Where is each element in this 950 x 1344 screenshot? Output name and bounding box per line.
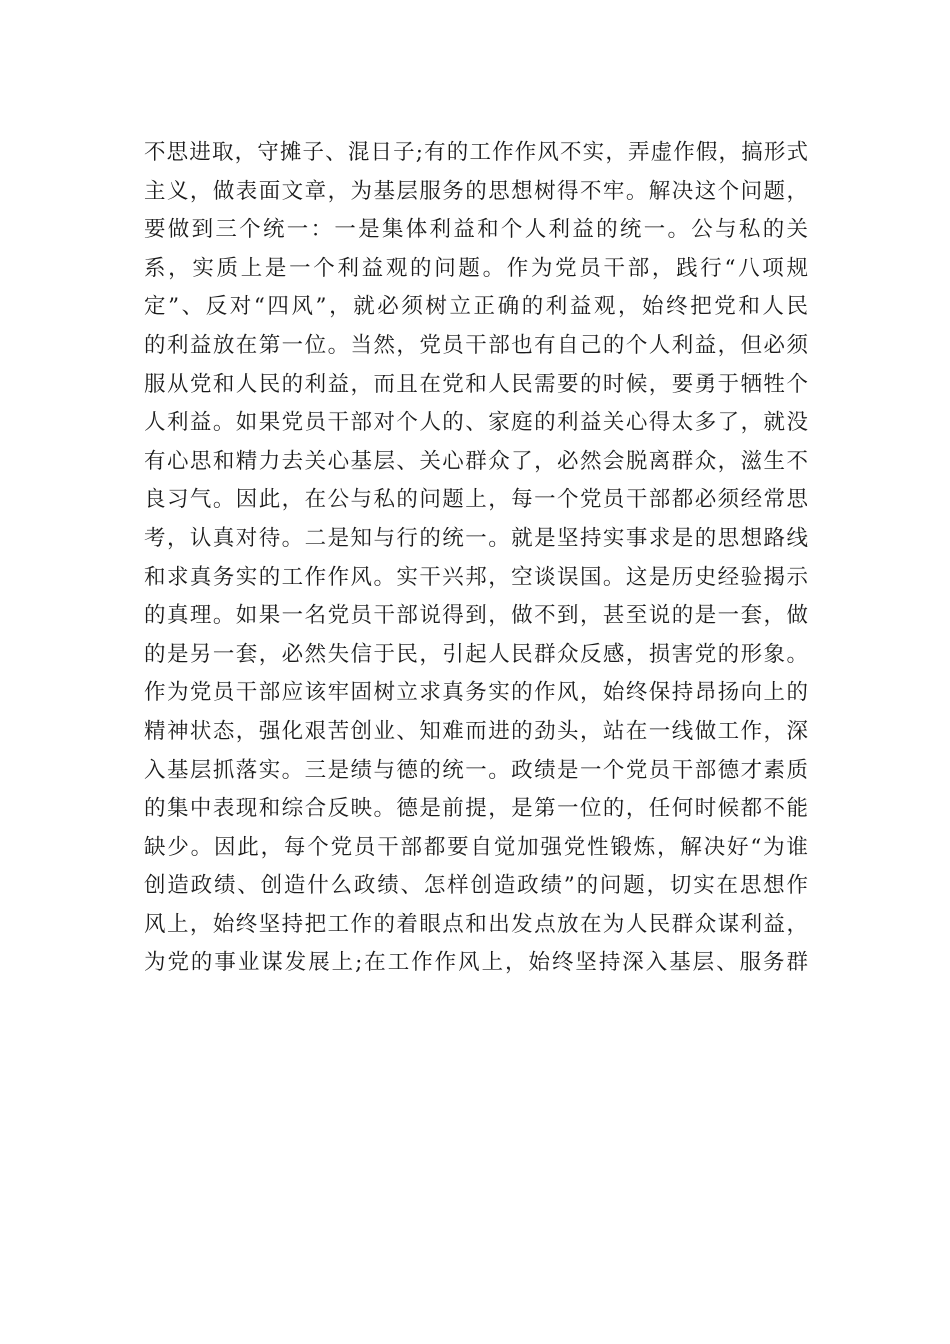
- text-line: 风上，始终坚持把工作的着眼点和出发点放在为人民群众谋利益，: [144, 911, 808, 937]
- text-line: 的利益放在第一位。当然，党员干部也有自己的个人利益，但必须: [144, 332, 808, 358]
- text-line: 作为党员干部应该牢固树立求真务实的作风，始终保持昂扬向上的: [144, 680, 808, 706]
- text-line: 和求真务实的工作作风。实干兴邦，空谈误国。这是历史经验揭示: [144, 564, 808, 590]
- text-line: 有心思和精力去关心基层、关心群众了，必然会脱离群众，滋生不: [144, 448, 808, 474]
- text-line: 入基层抓落实。三是绩与德的统一。政绩是一个党员干部德才素质: [144, 757, 808, 783]
- text-line: 的真理。如果一名党员干部说得到，做不到，甚至说的是一套，做: [144, 603, 808, 629]
- text-line: 人利益。如果党员干部对个人的、家庭的利益关心得太多了，就没: [144, 410, 808, 436]
- text-line: 创造政绩、创造什么政绩、怎样创造政绩”的问题，切实在思想作: [144, 873, 808, 899]
- text-line: 系，实质上是一个利益观的问题。作为党员干部，践行“八项规: [144, 255, 808, 281]
- text-line: 缺少。因此，每个党员干部都要自觉加强党性锻炼，解决好“为谁: [144, 834, 808, 860]
- text-line: 要做到三个统一：一是集体利益和个人利益的统一。公与私的关: [144, 217, 808, 243]
- text-line: 为党的事业谋发展上;在工作作风上，始终坚持深入基层、服务群: [144, 950, 808, 976]
- text-line: 精神状态，强化艰苦创业、知难而进的劲头，站在一线做工作，深: [144, 718, 808, 744]
- text-line: 服从党和人民的利益，而且在党和人民需要的时候，要勇于牺牲个: [144, 371, 808, 397]
- text-line: 考，认真对待。二是知与行的统一。就是坚持实事求是的思想路线: [144, 525, 808, 551]
- text-line: 的是另一套，必然失信于民，引起人民群众反感，损害党的形象。: [144, 641, 808, 667]
- text-line: 不思进取，守摊子、混日子;有的工作作风不实，弄虚作假，搞形式: [144, 140, 808, 165]
- text-line: 主义，做表面文章，为基层服务的思想树得不牢。解决这个问题，: [144, 178, 808, 204]
- text-line: 定”、反对“四风”，就必须树立正确的利益观，始终把党和人民: [144, 294, 808, 320]
- body-text: [144, 134, 808, 983]
- text-line: 良习气。因此，在公与私的问题上，每一个党员干部都必须经常思: [144, 487, 808, 513]
- text-line: 的集中表现和综合反映。德是前提，是第一位的，任何时候都不能: [144, 796, 808, 822]
